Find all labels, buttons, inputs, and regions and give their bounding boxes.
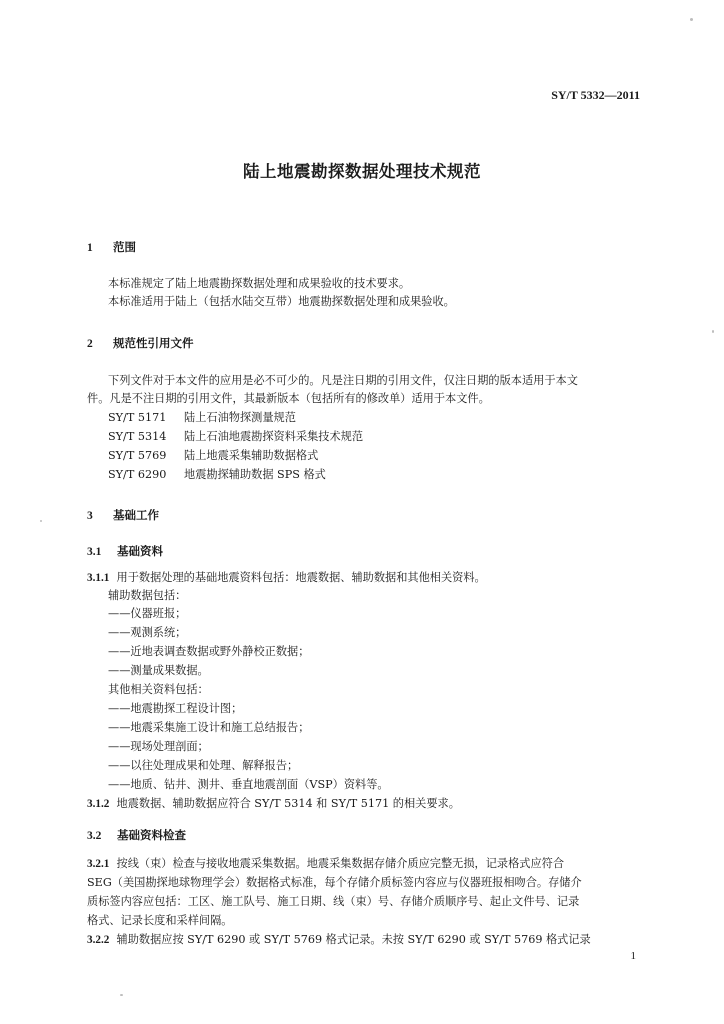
list-label: 其他相关资料包括： (108, 683, 209, 696)
subsection-number: 3.2 (87, 830, 102, 842)
reference-item (108, 411, 296, 425)
clause-3-2-2 (87, 933, 591, 947)
reference-code: SY/T 5314 (108, 430, 167, 443)
section-3-heading (87, 507, 159, 523)
reference-code: SY/T 5171 (108, 411, 167, 424)
list-label: 辅助数据包括： (108, 589, 187, 602)
paragraph: SEG（美国勘探地球物理学会）数据格式标准，每个存储介质标签内容应与仪器班报相吻合。存储介 (87, 876, 582, 889)
paragraph: 本标准规定了陆上地震勘探数据处理和成果验收的技术要求。 (108, 277, 411, 290)
paragraph: 格式、记录长度和采样间隔。 (87, 914, 233, 927)
clause-3-1-2 (87, 797, 460, 811)
section-number: 2 (87, 338, 93, 350)
list-item: ——现场处理剖面； (108, 740, 209, 753)
paragraph: 下列文件对于本文件的应用是必不可少的。凡是注日期的引用文件，仅注日期的版本适用于本文 (108, 374, 578, 387)
clause-number: 3.1.1 (87, 572, 110, 584)
page-number: 1 (630, 950, 636, 962)
clause-number: 3.2.1 (87, 858, 110, 870)
scan-speck (690, 18, 693, 21)
clause-number: 3.1.2 (87, 798, 110, 810)
section-number: 3 (87, 510, 93, 522)
subsection-number: 3.1 (87, 546, 102, 558)
paragraph: 本标准适用于陆上（包括水陆交互带）地震勘探数据处理和成果验收。 (108, 295, 455, 308)
list-item: ——观测系统； (108, 626, 187, 639)
reference-title: 陆上石油地震勘探资料采集技术规范 (184, 430, 364, 443)
reference-item (108, 449, 318, 463)
reference-title: 陆上石油物探测量规范 (184, 411, 296, 424)
clause-text: 地震数据、辅助数据应符合 SY/T 5314 和 SY/T 5171 的相关要求。 (116, 797, 460, 810)
section-title: 范围 (113, 240, 136, 254)
section-1-heading (87, 239, 136, 255)
section-2-heading (87, 335, 194, 351)
list-item: ——地震勘探工程设计图； (108, 702, 243, 715)
paragraph: 件。凡是不注日期的引用文件，其最新版本（包括所有的修改单）适用于本文件。 (87, 392, 490, 405)
reference-code: SY/T 5769 (108, 449, 167, 462)
standard-code: SY/T 5332—2011 (551, 88, 640, 102)
clause-number: 3.2.2 (87, 934, 110, 946)
list-item: ——仪器班报； (108, 607, 187, 620)
reference-code: SY/T 6290 (108, 468, 167, 481)
scan-speck (712, 330, 714, 333)
reference-item (108, 430, 363, 444)
reference-title: 陆上地震采集辅助数据格式 (184, 449, 319, 462)
list-item: ——地质、钻井、测井、垂直地震剖面（VSP）资料等。 (108, 778, 389, 791)
reference-item (108, 468, 326, 482)
section-number: 1 (87, 242, 93, 254)
scan-speck (40, 520, 42, 522)
subsection-title: 基础资料检查 (117, 828, 186, 842)
paragraph: 质标签内容应包括：工区、施工队号、施工日期、线（束）号、存储介质顺序号、起止文件号、记录 (87, 895, 580, 908)
subsection-title: 基础资料 (117, 544, 163, 558)
list-item: ——近地表调查数据或野外静校正数据； (108, 645, 310, 658)
reference-title: 地震勘探辅助数据 SPS 格式 (184, 468, 326, 481)
clause-text: 按线（束）检查与接收地震采集数据。地震采集数据存储介质应完整无损，记录格式应符合 (116, 857, 565, 870)
clause-text: 辅助数据应按 SY/T 6290 或 SY/T 5769 格式记录。未按 SY/T 6290 或 SY/T 5769 格式记录 (116, 933, 591, 946)
document-title: 陆上地震勘探数据处理技术规范 (243, 162, 481, 181)
section-title: 基础工作 (113, 508, 159, 522)
list-item: ——测量成果数据。 (108, 664, 209, 677)
list-item: ——地震采集施工设计和施工总结报告； (108, 721, 310, 734)
subsection-3-2-heading (87, 827, 186, 843)
scan-speck (120, 994, 123, 996)
list-item: ——以往处理成果和处理、解释报告； (108, 759, 299, 772)
subsection-3-1-heading (87, 543, 163, 559)
section-title: 规范性引用文件 (113, 336, 194, 350)
clause-text: 用于数据处理的基础地震资料包括：地震数据、辅助数据和其他相关资料。 (116, 571, 486, 584)
clause-3-1-1 (87, 571, 486, 585)
clause-3-2-1 (87, 857, 564, 871)
